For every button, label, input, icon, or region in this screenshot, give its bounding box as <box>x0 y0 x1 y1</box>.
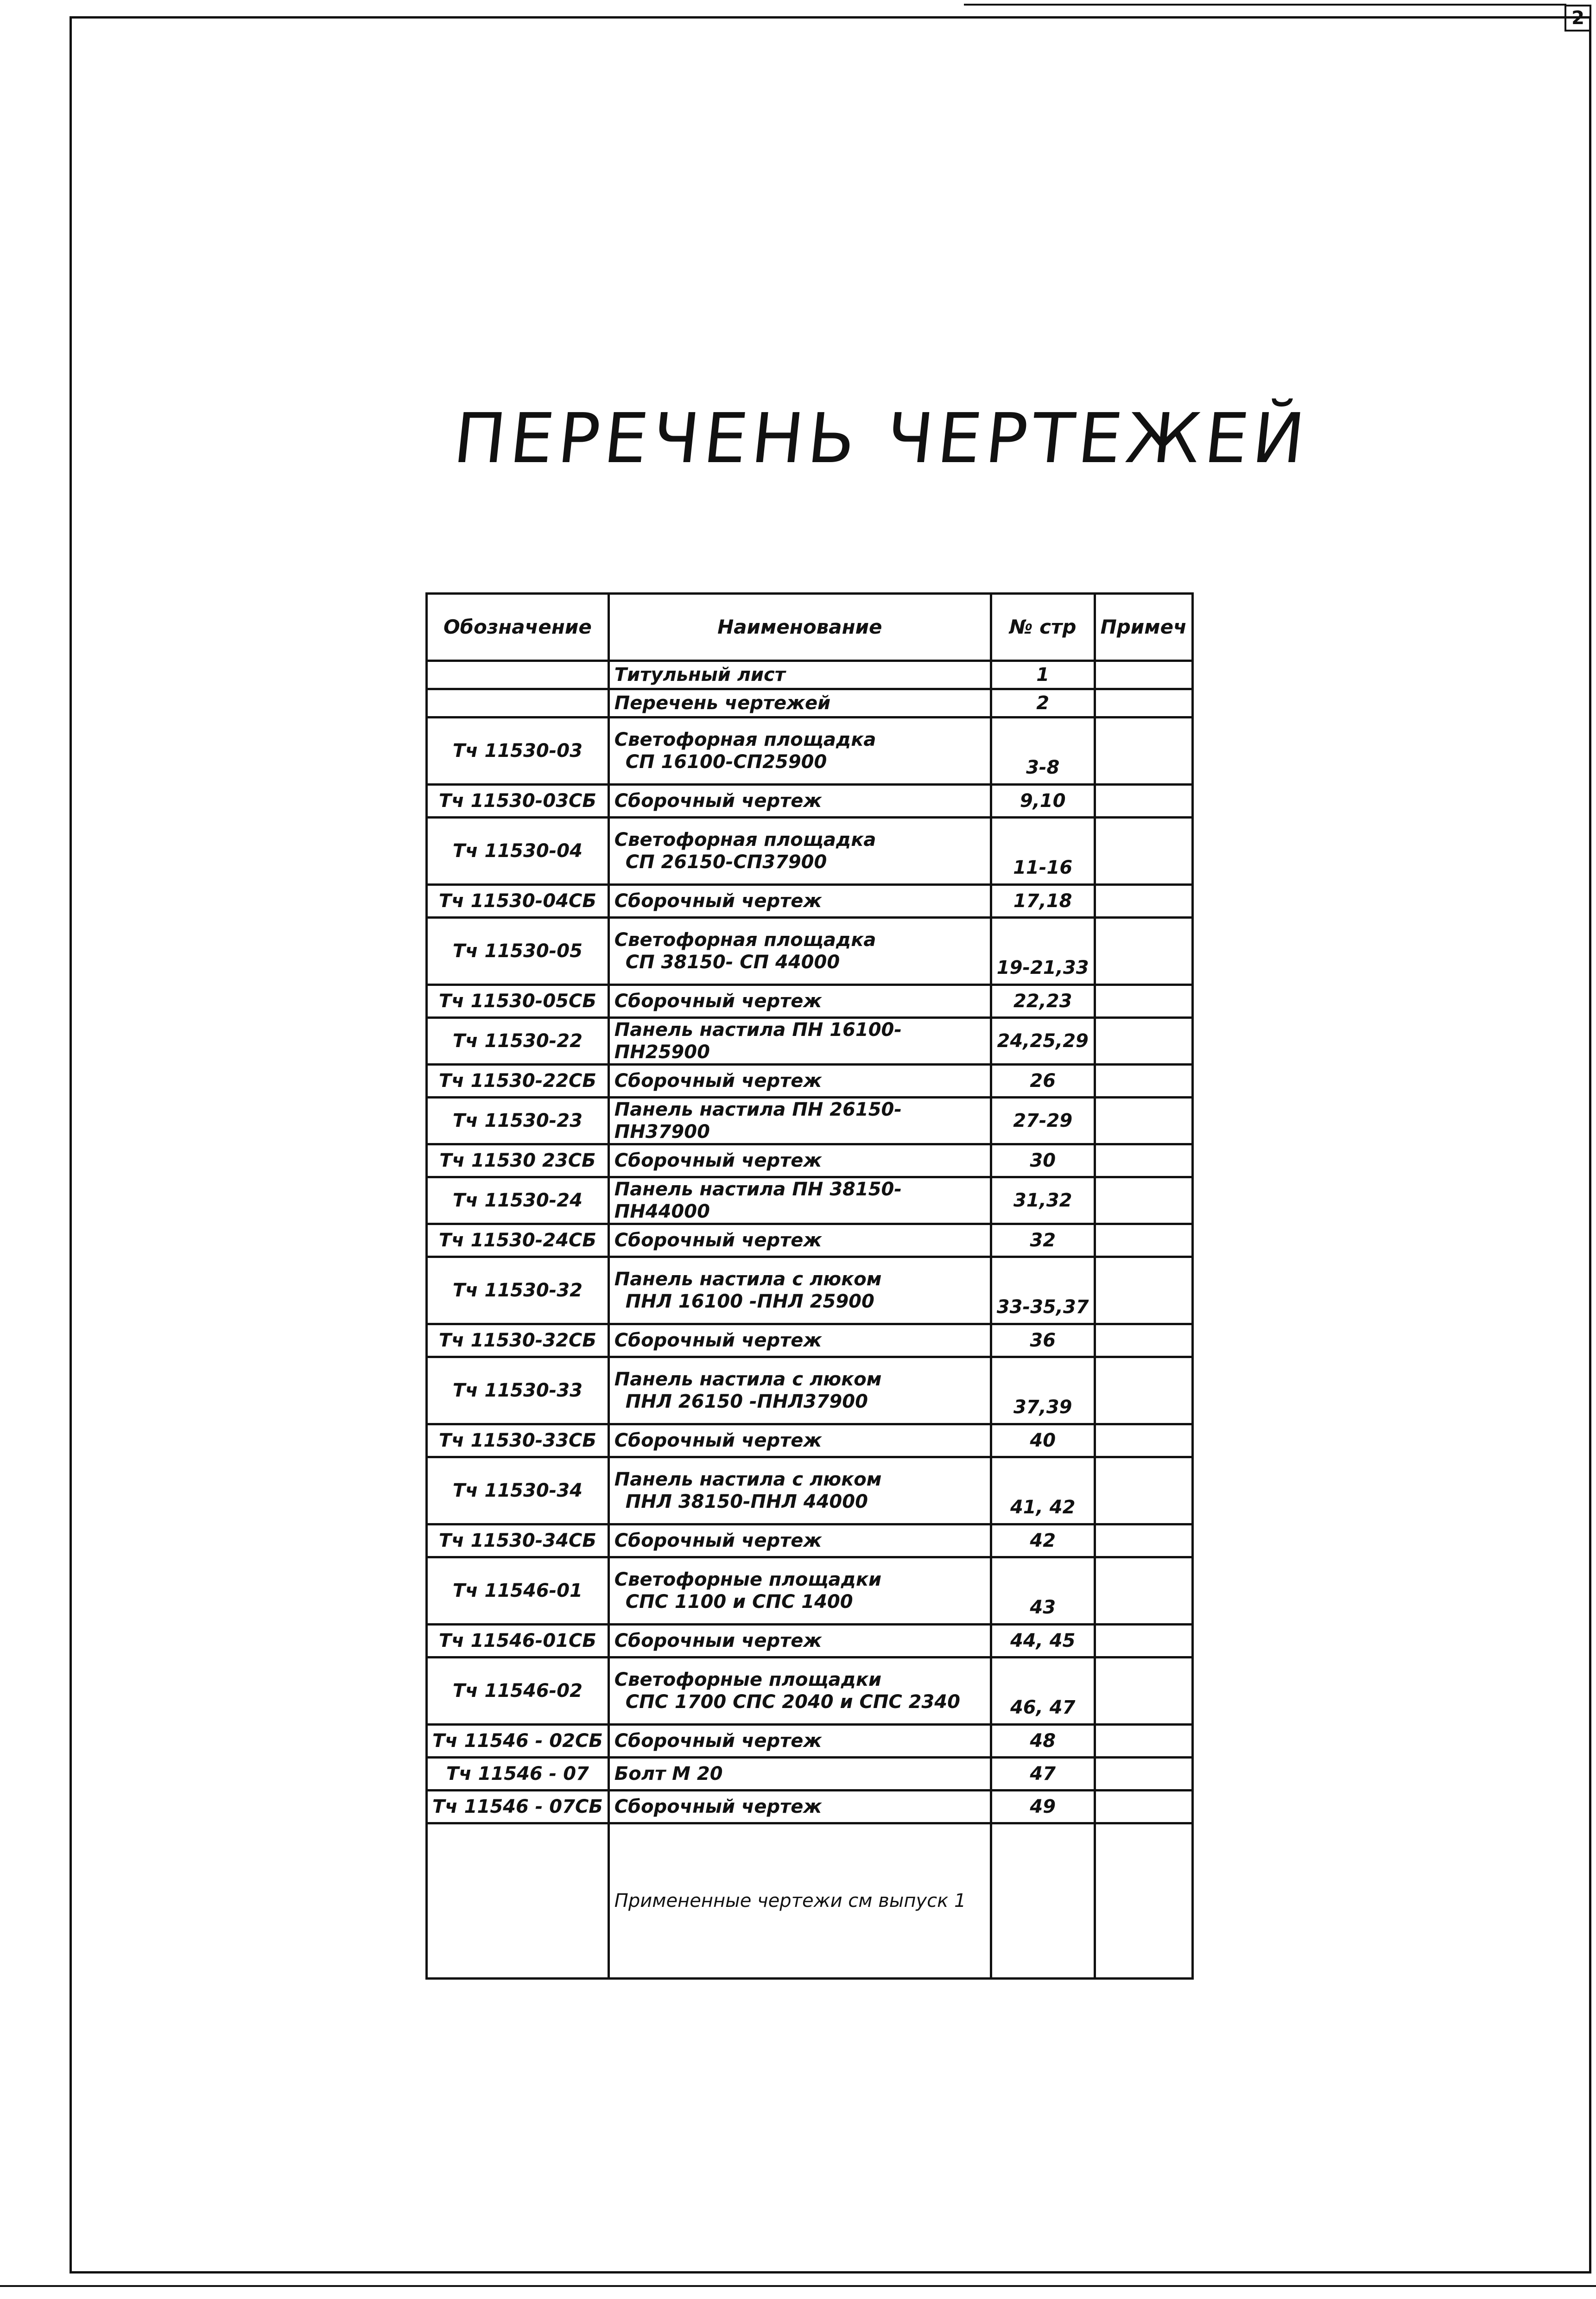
row-name-line: СП 26150-СП37900 <box>625 851 827 873</box>
row-note <box>1095 1144 1192 1177</box>
row-name <box>608 689 991 718</box>
row-name-line: Титульный лист <box>614 664 785 686</box>
row-note <box>1095 1224 1192 1257</box>
row-name-line: ПНЛ 26150 -ПНЛ37900 <box>625 1391 868 1412</box>
row-page: 19-21,33 <box>991 918 1095 985</box>
row-note <box>1095 1257 1192 1324</box>
row-name <box>608 1224 991 1257</box>
row-page: 32 <box>991 1224 1095 1257</box>
row-name-line: Сборочный чертеж <box>614 1330 822 1351</box>
footnote-page-cell <box>991 1823 1095 1979</box>
row-designation: Тч 11530-04 <box>427 818 609 885</box>
table-row <box>427 1065 1193 1098</box>
row-note <box>1095 1324 1192 1357</box>
row-note <box>1095 1557 1192 1625</box>
row-name-line: Панель настила с люком <box>614 1269 882 1290</box>
row-designation: Тч 11530-33СБ <box>427 1424 609 1457</box>
row-name <box>608 818 991 885</box>
row-designation: Тч 11546 - 07 <box>427 1758 609 1791</box>
row-name-line: СПС 1100 и СПС 1400 <box>625 1591 853 1613</box>
row-page: 47 <box>991 1758 1095 1791</box>
row-name-line: СПС 1700 СПС 2040 и СПС 2340 <box>625 1691 960 1713</box>
table-row <box>427 1098 1193 1144</box>
row-note <box>1095 661 1192 689</box>
row-name <box>608 885 991 918</box>
row-name <box>608 1457 991 1524</box>
row-name <box>608 1625 991 1658</box>
table-row <box>427 1424 1193 1457</box>
row-name-line: ПНЛ 38150-ПНЛ 44000 <box>625 1491 868 1512</box>
table-row <box>427 785 1193 818</box>
row-designation: Тч 11546-01 <box>427 1557 609 1625</box>
row-note <box>1095 1758 1192 1791</box>
row-note <box>1095 1625 1192 1658</box>
row-designation: Тч 11530-04СБ <box>427 885 609 918</box>
row-page: 49 <box>991 1791 1095 1823</box>
row-note <box>1095 1524 1192 1557</box>
row-name <box>608 1524 991 1557</box>
row-note <box>1095 785 1192 818</box>
row-page: 46, 47 <box>991 1658 1095 1725</box>
row-name-line: Светофорные площадки <box>614 1669 882 1690</box>
row-designation <box>427 661 609 689</box>
row-name-line: Сборочный чертеж <box>614 790 822 812</box>
row-page: 44, 45 <box>991 1625 1095 1658</box>
row-note <box>1095 1177 1192 1224</box>
row-note <box>1095 689 1192 718</box>
table-row <box>427 1144 1193 1177</box>
row-note <box>1095 718 1192 785</box>
table-row <box>427 689 1193 718</box>
row-name-line: Сборочный чертеж <box>614 1230 822 1251</box>
row-page: 42 <box>991 1524 1095 1557</box>
row-name <box>608 1725 991 1758</box>
row-name <box>608 718 991 785</box>
row-name-line: Панель настила ПН 16100-ПН25900 <box>614 1019 902 1063</box>
table-row <box>427 818 1193 885</box>
table-row <box>427 1357 1193 1424</box>
row-name-line: Перечень чертежей <box>614 692 831 714</box>
table-row <box>427 1018 1193 1065</box>
row-name <box>608 1557 991 1625</box>
row-name-line: Сборочный чертеж <box>614 1530 822 1551</box>
row-name <box>608 1065 991 1098</box>
row-name-line: ПНЛ 16100 -ПНЛ 25900 <box>625 1291 874 1312</box>
row-designation: Тч 11530-33 <box>427 1357 609 1424</box>
row-name <box>608 661 991 689</box>
row-name-line: Панель настила ПН 26150-ПН37900 <box>614 1099 902 1143</box>
row-note <box>1095 918 1192 985</box>
header-note: Примеч <box>1095 594 1192 661</box>
row-name <box>608 1257 991 1324</box>
row-note <box>1095 1457 1192 1524</box>
header-name: Наименование <box>608 594 991 661</box>
row-name-line: СП 38150- СП 44000 <box>625 952 840 973</box>
row-name <box>608 1357 991 1424</box>
header-designation: Обозначение <box>427 594 609 661</box>
row-name-line: СП 16100-СП25900 <box>625 751 827 773</box>
row-name <box>608 1658 991 1725</box>
row-designation: Тч 11530-34СБ <box>427 1524 609 1557</box>
row-name-line: Сборочный чертеж <box>614 1430 822 1451</box>
row-designation: Тч 11530-03СБ <box>427 785 609 818</box>
row-note <box>1095 1065 1192 1098</box>
row-designation: Тч 11530-03 <box>427 718 609 785</box>
row-note <box>1095 1658 1192 1725</box>
table-header-row <box>427 594 1193 661</box>
row-note <box>1095 1357 1192 1424</box>
row-page: 2 <box>991 689 1095 718</box>
row-page: 17,18 <box>991 885 1095 918</box>
row-name-line: Светофорная площадка <box>614 929 876 951</box>
row-page: 40 <box>991 1424 1095 1457</box>
row-note <box>1095 1424 1192 1457</box>
row-designation: Тч 11546-01СБ <box>427 1625 609 1658</box>
table-body <box>427 661 1193 1823</box>
row-name-line: Светофорная площадка <box>614 829 876 851</box>
row-page: 37,39 <box>991 1357 1095 1424</box>
table-row <box>427 1725 1193 1758</box>
row-note <box>1095 818 1192 885</box>
table-row <box>427 1224 1193 1257</box>
row-note <box>1095 885 1192 918</box>
row-note <box>1095 1791 1192 1823</box>
row-name <box>608 918 991 985</box>
row-page: 30 <box>991 1144 1095 1177</box>
row-page: 1 <box>991 661 1095 689</box>
row-name-line: Болт М 20 <box>614 1763 723 1785</box>
table-row <box>427 1791 1193 1823</box>
row-name <box>608 1144 991 1177</box>
row-designation: Тч 11530-24СБ <box>427 1224 609 1257</box>
row-name <box>608 985 991 1018</box>
row-note <box>1095 1098 1192 1144</box>
footnote-text: Примененные чертежи см выпуск 1 <box>608 1823 991 1979</box>
row-designation: Тч 11530-22СБ <box>427 1065 609 1098</box>
table-row <box>427 1177 1193 1224</box>
footnote-row <box>427 1823 1193 1979</box>
row-name-line: Сборочный чертеж <box>614 1150 822 1171</box>
row-note <box>1095 1018 1192 1065</box>
row-name-line: Сборочный чертеж <box>614 890 822 912</box>
row-note <box>1095 1725 1192 1758</box>
table-row <box>427 1557 1193 1625</box>
page-number: 2 <box>1564 5 1591 32</box>
row-designation: Тч 11530-34 <box>427 1457 609 1524</box>
row-name-line: Панель настила с люком <box>614 1469 882 1490</box>
row-page: 26 <box>991 1065 1095 1098</box>
table-row <box>427 1658 1193 1725</box>
row-designation: Тч 11530-23 <box>427 1098 609 1144</box>
table-row <box>427 1257 1193 1324</box>
row-designation: Тч 11546 - 07СБ <box>427 1791 609 1823</box>
row-name-line: Сборочныи чертеж <box>614 1630 822 1651</box>
row-designation <box>427 689 609 718</box>
footnote-code-cell <box>427 1823 609 1979</box>
row-page: 41, 42 <box>991 1457 1095 1524</box>
table-row <box>427 918 1193 985</box>
table-row <box>427 885 1193 918</box>
row-name <box>608 1758 991 1791</box>
row-page: 33-35,37 <box>991 1257 1095 1324</box>
footnote-note-cell <box>1095 1823 1192 1979</box>
table-row <box>427 661 1193 689</box>
drawings-table <box>425 592 1194 1980</box>
row-designation: Тч 11546 - 02СБ <box>427 1725 609 1758</box>
row-name-line: Светофорная площадка <box>614 729 876 750</box>
row-designation: Тч 11546-02 <box>427 1658 609 1725</box>
row-page: 27-29 <box>991 1098 1095 1144</box>
table-row <box>427 1758 1193 1791</box>
row-name <box>608 1791 991 1823</box>
row-name <box>608 1098 991 1144</box>
row-name-line: Сборочный чертеж <box>614 1730 822 1752</box>
row-name-line: Сборочный чертеж <box>614 1070 822 1092</box>
row-designation: Тч 11530-05СБ <box>427 985 609 1018</box>
row-name-line: Панель настила ПН 38150-ПН44000 <box>614 1179 902 1222</box>
row-name <box>608 1177 991 1224</box>
row-page: 9,10 <box>991 785 1095 818</box>
table-row <box>427 1457 1193 1524</box>
row-page: 22,23 <box>991 985 1095 1018</box>
row-page: 36 <box>991 1324 1095 1357</box>
row-designation: Тч 11530 23СБ <box>427 1144 609 1177</box>
row-name-line: Сборочный чертеж <box>614 1796 822 1817</box>
row-name <box>608 1324 991 1357</box>
table-row <box>427 1524 1193 1557</box>
row-name-line: Светофорные площадки <box>614 1569 882 1590</box>
row-name <box>608 1018 991 1065</box>
row-page: 48 <box>991 1725 1095 1758</box>
row-designation: Тч 11530-32СБ <box>427 1324 609 1357</box>
row-name-line: Сборочный чертеж <box>614 991 822 1012</box>
table-row <box>427 718 1193 785</box>
sheet-bottom-line <box>0 2285 1596 2287</box>
table-row <box>427 985 1193 1018</box>
row-designation: Тч 11530-05 <box>427 918 609 985</box>
table-row <box>427 1324 1193 1357</box>
row-page: 24,25,29 <box>991 1018 1095 1065</box>
page-title: ПЕРЕЧЕНЬ ЧЕРТЕЖЕЙ <box>450 399 1313 478</box>
row-page: 43 <box>991 1557 1095 1625</box>
header-page: № стр <box>991 594 1095 661</box>
row-page: 3-8 <box>991 718 1095 785</box>
row-name-line: Панель настила с люком <box>614 1369 882 1390</box>
row-designation: Тч 11530-32 <box>427 1257 609 1324</box>
row-page: 11-16 <box>991 818 1095 885</box>
table-row <box>427 1625 1193 1658</box>
row-page: 31,32 <box>991 1177 1095 1224</box>
row-designation: Тч 11530-24 <box>427 1177 609 1224</box>
row-name <box>608 785 991 818</box>
sheet-top-line <box>964 4 1566 6</box>
row-designation: Тч 11530-22 <box>427 1018 609 1065</box>
row-name <box>608 1424 991 1457</box>
row-note <box>1095 985 1192 1018</box>
